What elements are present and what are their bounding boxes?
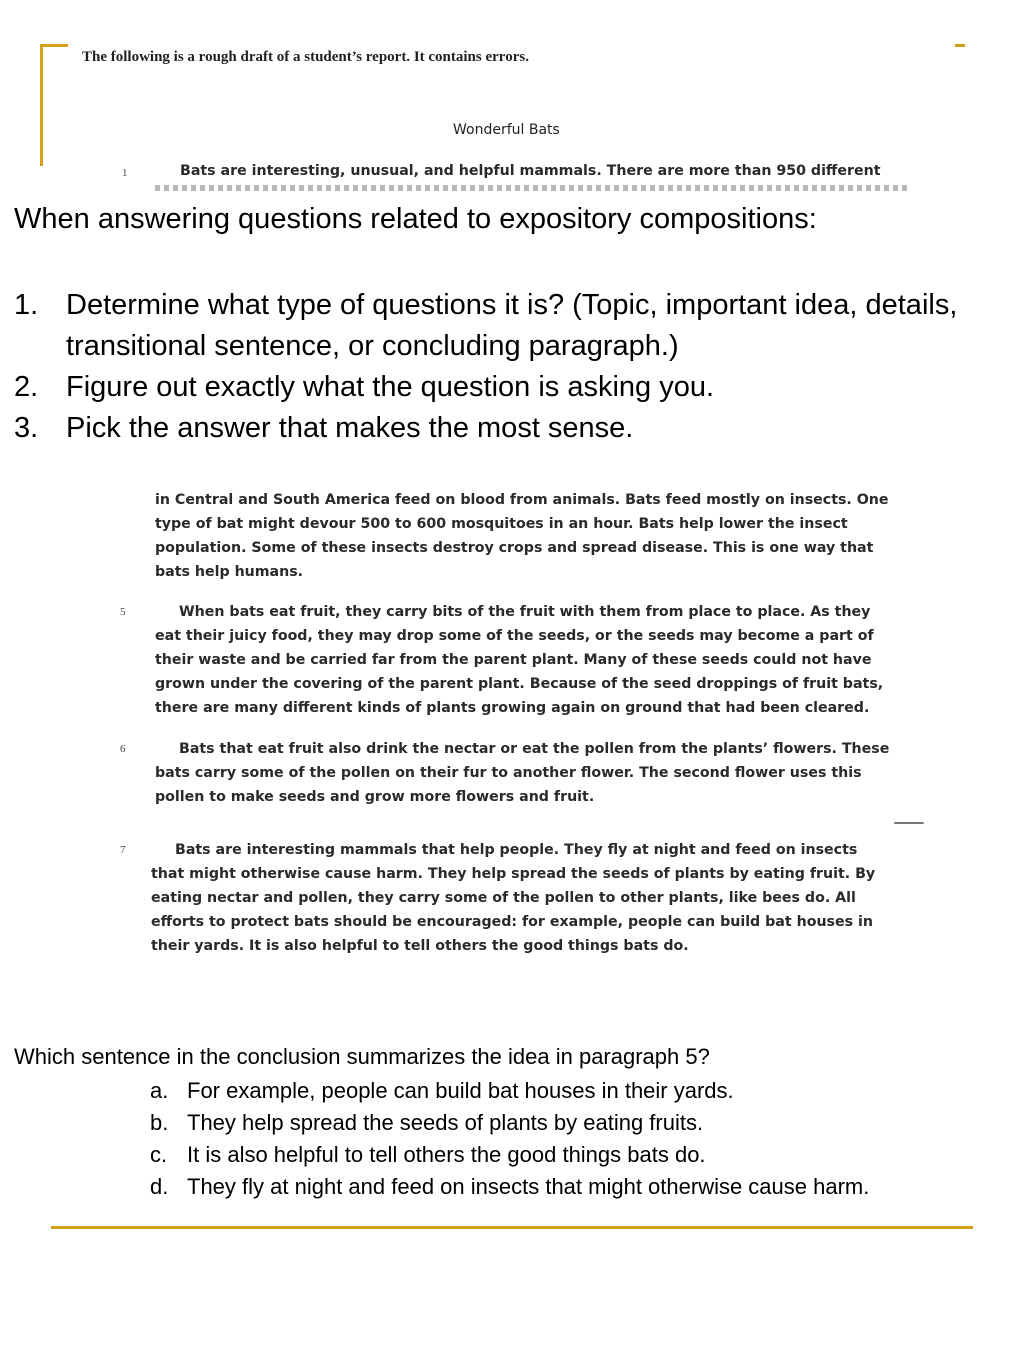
report-intro: The following is a rough draft of a student’s report. It contains errors. xyxy=(82,49,529,65)
paragraph-line: that might otherwise cause harm. They help spread the seeds of plants by eating fruit. By xyxy=(151,866,876,882)
left-bracket-horizontal xyxy=(40,44,68,47)
choice-text: They help spread the seeds of plants by eating fruits. xyxy=(187,1110,704,1135)
step-number: 2. xyxy=(14,371,39,403)
paragraph-line: bats help humans. xyxy=(155,564,304,580)
answer-choice-c xyxy=(150,1139,869,1171)
choice-letter: a. xyxy=(150,1078,169,1103)
paragraph-number: 7 xyxy=(120,844,126,856)
cropped-text-line xyxy=(155,185,907,191)
answer-choice-b xyxy=(150,1107,869,1139)
step-text: Figure out exactly what the question is asking you. xyxy=(66,371,715,403)
step-text: Determine what type of questions it is? (Topic, important idea, details, transitional sentence, or concluding paragraph.) xyxy=(66,289,958,362)
paragraph-number: 1 xyxy=(122,167,128,179)
paragraph-line: there are many different kinds of plants growing again on ground that had been cleared. xyxy=(155,700,870,716)
paragraph-4 xyxy=(112,488,932,584)
answer-choices xyxy=(150,1075,869,1203)
paragraph-line: pollen to make seeds and grow more flowers and fruit. xyxy=(155,789,595,805)
scan-mark xyxy=(894,822,924,824)
paragraph-line: eating nectar and pollen, they carry some of the pollen to other plants, like bees do. All xyxy=(151,890,856,906)
paragraph-line: Bats that eat fruit also drink the nectar or eat the pollen from the plants’ flowers. These xyxy=(179,741,890,757)
instructions-heading: When answering questions related to expository compositions: xyxy=(14,203,817,235)
answer-choice-d xyxy=(150,1171,869,1203)
paragraph-7 xyxy=(112,838,932,958)
paragraph-line: their yards. It is also helpful to tell others the good things bats do. xyxy=(151,938,689,954)
paragraph-1-line: Bats are interesting, unusual, and helpful mammals. There are more than 950 different xyxy=(180,163,881,179)
paragraph-line: When bats eat fruit, they carry bits of the fruit with them from place to place. As they xyxy=(179,604,871,620)
report-title: Wonderful Bats xyxy=(453,122,560,138)
choice-text: They fly at night and feed on insects that might otherwise cause harm. xyxy=(187,1174,870,1199)
question-prompt: Which sentence in the conclusion summarizes the idea in paragraph 5? xyxy=(14,1044,710,1069)
paragraph-line: in Central and South America feed on blood from animals. Bats feed mostly on insects. One xyxy=(155,492,889,508)
instruction-step xyxy=(14,408,1018,449)
choice-letter: c. xyxy=(150,1142,168,1167)
paragraph-number: 6 xyxy=(120,743,126,755)
bottom-divider xyxy=(51,1226,973,1229)
paragraph-6 xyxy=(112,737,932,809)
answer-choice-a xyxy=(150,1075,869,1107)
step-text: Pick the answer that makes the most sense. xyxy=(66,412,634,444)
paragraph-line: bats carry some of the pollen on their fur to another flower. The second flower uses this xyxy=(155,765,862,781)
paragraph-line: eat their juicy food, they may drop some of the seeds, or the seeds may become a part of xyxy=(155,628,874,644)
step-number: 1. xyxy=(14,289,39,321)
report-excerpt xyxy=(112,488,932,958)
left-bracket-vertical xyxy=(40,44,43,166)
paragraph-5 xyxy=(112,600,932,720)
paragraph-line: population. Some of these insects destroy crops and spread disease. This is one way that xyxy=(155,540,874,556)
choice-text: It is also helpful to tell others the good things bats do. xyxy=(187,1142,706,1167)
paragraph-line: their waste and be carried far from the parent plant. Many of these seeds could not have xyxy=(155,652,872,668)
instructions-list xyxy=(14,285,1018,449)
choice-letter: d. xyxy=(150,1174,169,1199)
paragraph-line: grown under the covering of the parent plant. Because of the seed droppings of fruit bats, xyxy=(155,676,884,692)
instruction-step xyxy=(14,367,1018,408)
paragraph-line: efforts to protect bats should be encouraged: for example, people can build bat houses in xyxy=(151,914,873,930)
choice-letter: b. xyxy=(150,1110,169,1135)
corner-accent-dash xyxy=(955,44,965,47)
step-number: 3. xyxy=(14,412,39,444)
choice-text: For example, people can build bat houses in their yards. xyxy=(187,1078,734,1103)
paragraph-number: 5 xyxy=(120,606,126,618)
paragraph-line: type of bat might devour 500 to 600 mosquitoes in an hour. Bats help lower the insect xyxy=(155,516,848,532)
instruction-step xyxy=(14,285,1018,367)
paragraph-line: Bats are interesting mammals that help people. They fly at night and feed on insects xyxy=(175,842,858,858)
